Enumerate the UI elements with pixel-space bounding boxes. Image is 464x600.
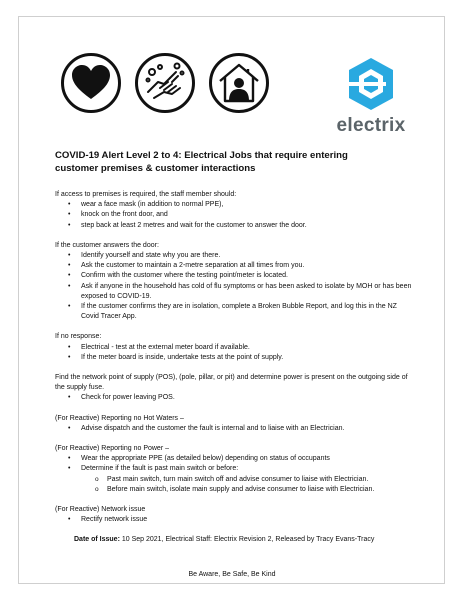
list-item: • Advise dispatch and the customer the fault is internal and to liaise with an Electrician. <box>81 424 415 434</box>
list-item: • Confirm with the customer where the testing point/meter is located. <box>81 271 415 281</box>
title-line-2: customer premises & customer interactions <box>55 163 256 174</box>
list-item: • Rectify network issue <box>81 515 415 525</box>
issue-label: Date of Issue: <box>74 536 120 543</box>
sub-list-item: o Before main switch, isolate main supply and advise consumer to liaise with Electrician. <box>107 485 415 495</box>
issue-line <box>74 536 394 543</box>
brand-wordmark: electrix <box>336 115 406 136</box>
list-item: • step back at least 2 metres and wait for the customer to answer the door. <box>81 221 415 231</box>
list-item: • wear a face mask (in addition to normal PPE), <box>81 200 415 210</box>
issue-details: 10 Sep 2021, Electrical Staff: Electrix Revision 2, Released by Tracy Evans-Tracy <box>119 536 375 543</box>
heart-icon <box>61 53 121 113</box>
list-item: • Wear the appropriate PPE (as detailed below) depending on status of occupants <box>81 454 415 464</box>
section-hot-water-list <box>55 424 415 434</box>
section-no-response-list <box>55 343 415 363</box>
section-pos-list <box>55 393 415 403</box>
section-no-power-list <box>55 454 415 495</box>
list-item-text: Determine if the fault is past main switch or before: <box>81 465 239 473</box>
sub-list-item: o Past main switch, turn main switch off and advise consumer to liaise with Electrician. <box>107 475 415 485</box>
section-no-power-sublist <box>81 475 415 495</box>
list-item: • Ask the customer to maintain a 2-metre separation at all times from you. <box>81 261 415 271</box>
list-item: • Electrical - test at the external meter board if available. <box>81 343 415 353</box>
list-item <box>81 464 415 495</box>
section-hot-water-intro: (For Reactive) Reporting no Hot Waters – <box>55 414 184 422</box>
section-network-list <box>55 515 415 525</box>
electrix-logo-icon <box>345 56 397 112</box>
hand-washing-icon <box>135 53 195 113</box>
stay-home-icon <box>209 53 269 113</box>
list-item: • Check for power leaving POS. <box>81 393 415 403</box>
list-item: • Ask if anyone in the household has cold of flu symptoms or has been asked to isolate by MOH or has been exposed to COVID-19. <box>81 282 415 302</box>
section-no-response-intro: If no response: <box>55 333 102 341</box>
section-answers-intro: If the customer answers the door: <box>55 241 159 249</box>
section-access-intro: If access to premises is required, the staff member should: <box>55 191 237 198</box>
title-line-1: COVID-19 Alert Level 2 to 4: Electrical Jobs that require entering <box>55 150 348 161</box>
list-item: • knock on the front door, and <box>81 210 415 220</box>
procedure-body <box>55 190 415 525</box>
motto: Be Aware, Be Safe, Be Kind <box>188 571 276 578</box>
section-answers-list <box>55 251 415 322</box>
page-title <box>55 149 385 175</box>
list-item: • Identify yourself and state why you are there. <box>81 251 415 261</box>
list-item: • If the meter board is inside, undertake tests at the point of supply. <box>81 353 415 363</box>
section-network-intro: (For Reactive) Network issue <box>55 506 146 514</box>
icon-row <box>61 53 283 117</box>
list-item: • If the customer confirms they are in isolation, complete a Broken Bubble Report, and log this in the NZ Covid Tracer App. <box>81 302 415 322</box>
section-pos-intro: Find the network point of supply (POS), (pole, pillar, or pit) and determine power is present on the outgoing side of the supply fuse. <box>55 374 408 392</box>
brand-logo <box>326 56 416 137</box>
section-access-list <box>55 200 415 231</box>
section-no-power-intro: (For Reactive) Reporting no Power – <box>55 445 169 453</box>
